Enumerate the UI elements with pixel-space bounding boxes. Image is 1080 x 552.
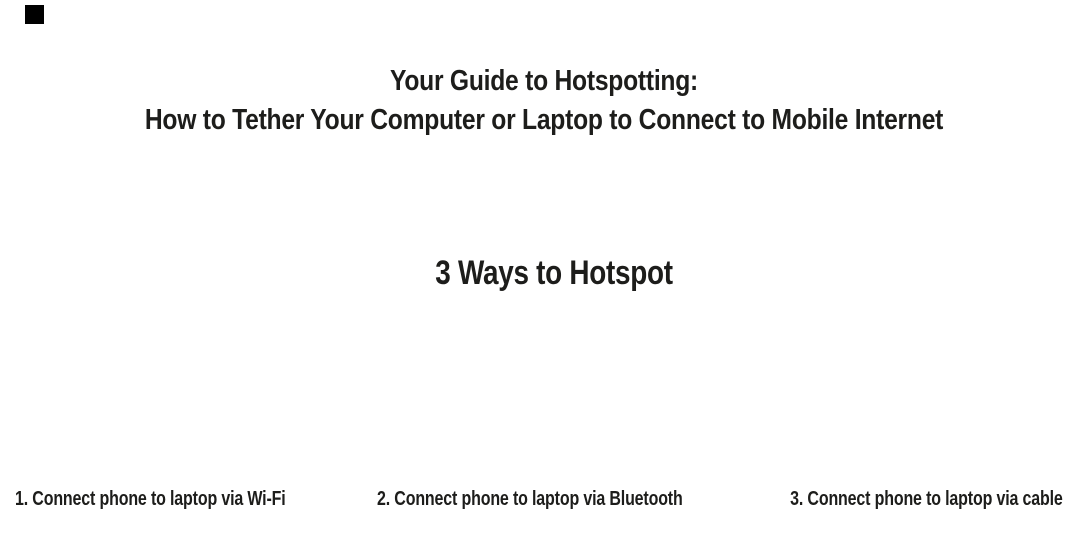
page-title-line2: How to Tether Your Computer or Laptop to Connect to Mobile Internet (144, 104, 944, 137)
page-title (88, 62, 999, 140)
method-caption-bluetooth: 2. Connect phone to laptop via Bluetooth (377, 488, 683, 510)
method-caption-cable: 3. Connect phone to laptop via cable (790, 488, 1063, 510)
method-caption-wifi: 1. Connect phone to laptop via Wi-Fi (15, 488, 286, 510)
page-title-line1: Your Guide to Hotspotting: (389, 65, 699, 98)
section-subtitle: 3 Ways to Hotspot (435, 254, 673, 293)
corner-square (25, 5, 44, 24)
